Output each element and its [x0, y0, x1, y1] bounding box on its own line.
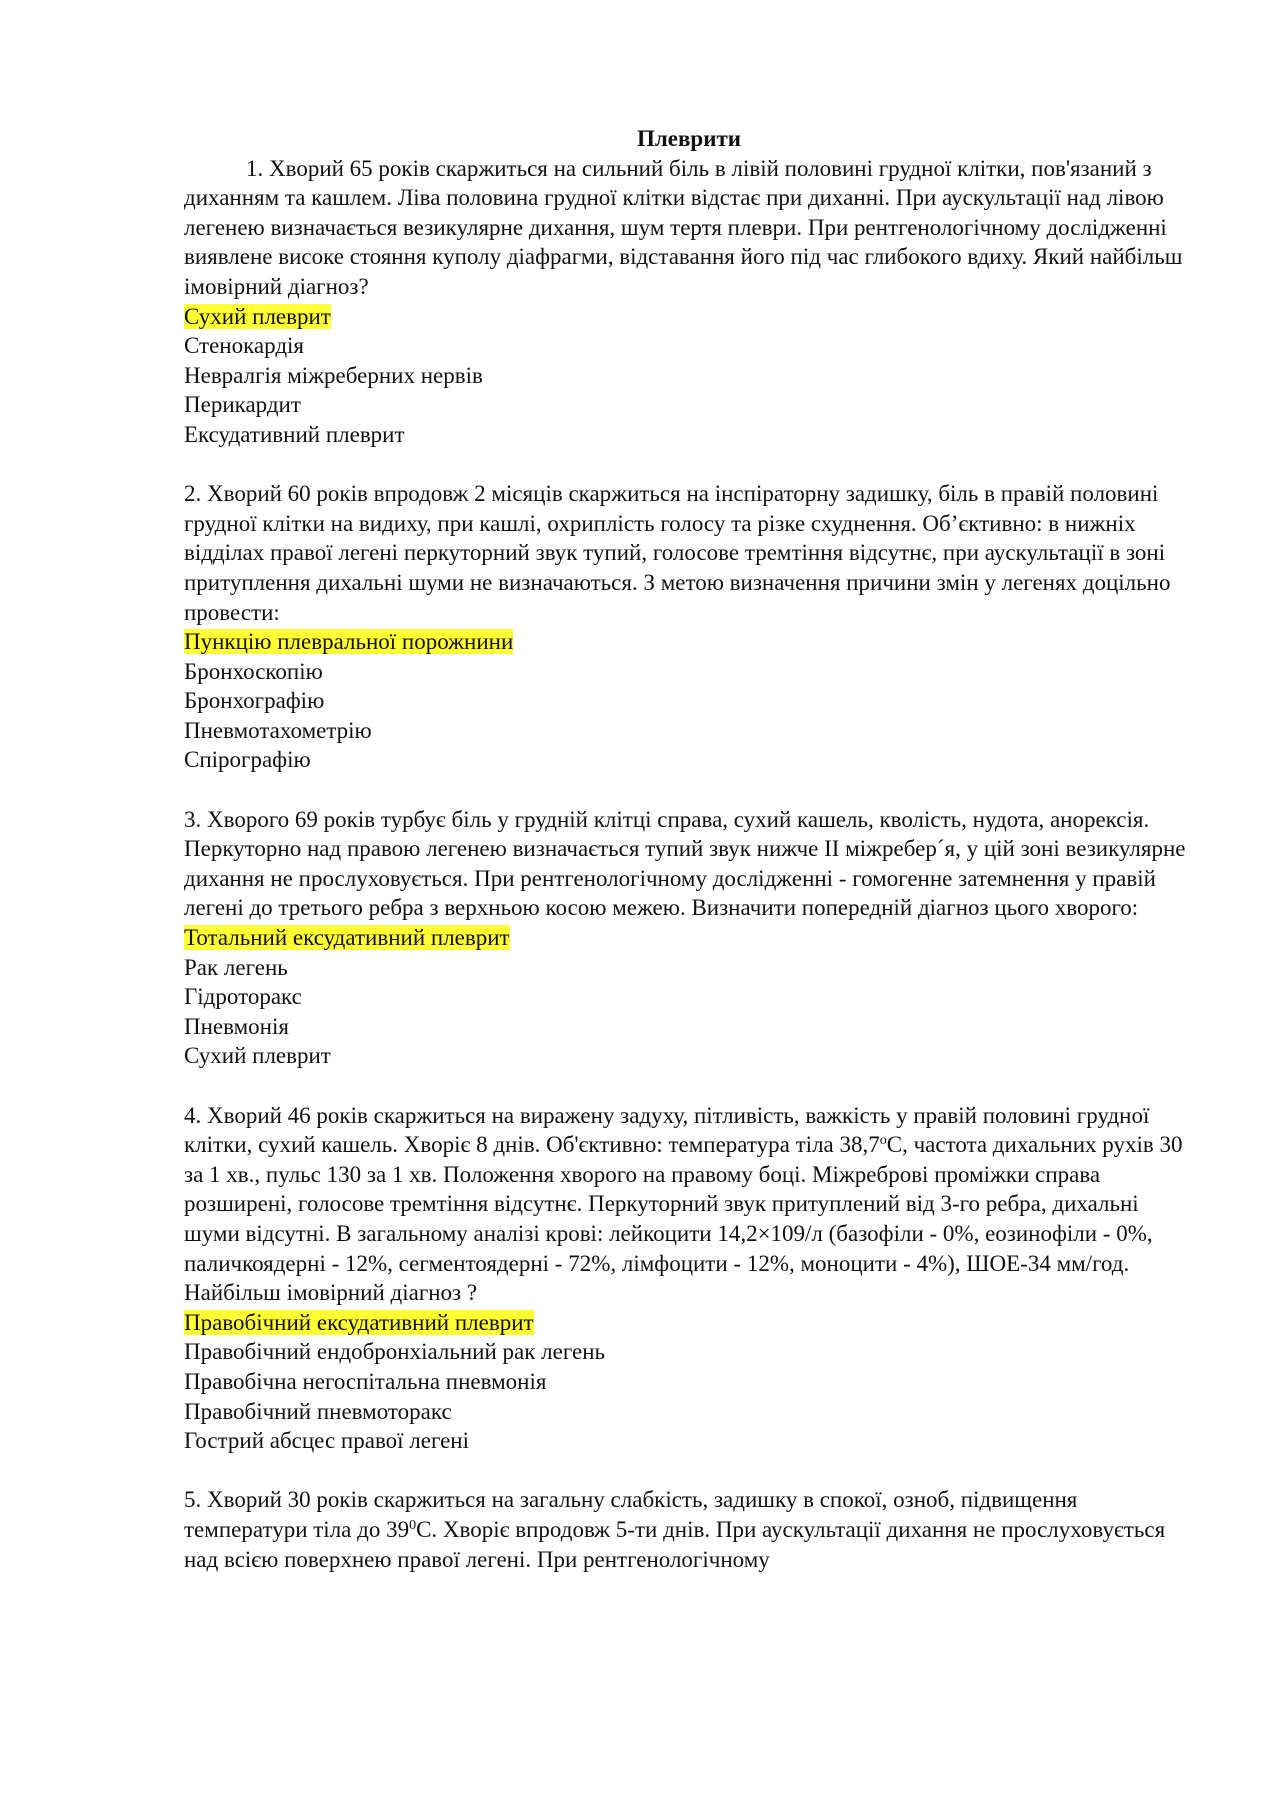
- blank-line: [184, 1071, 1194, 1101]
- question-3-option: Сухий плеврит: [184, 1043, 331, 1069]
- question-2-option: Пневмотахометрію: [184, 717, 372, 743]
- question-1-option: Стенокардія: [184, 333, 305, 359]
- question-4-text: [184, 1101, 1194, 1308]
- question-5-text-part: 5. Хворий 30 років скаржиться на загальну слабкість, задишку в спокої, озноб, підвищення температури тіла до 39: [184, 1487, 1078, 1542]
- blank-line: [184, 450, 1194, 480]
- question-4-option: Правобічна негоспітальна пневмонія: [184, 1368, 547, 1394]
- answer-highlight: Правобічний ексудативний плеврит: [184, 1309, 534, 1335]
- question-3-option-correct: [184, 923, 1194, 953]
- question-1-option: Невралгія міжреберних нервів: [184, 362, 483, 388]
- question-4-option-correct: [184, 1308, 1194, 1338]
- question-2-options: [184, 627, 1194, 775]
- question-3-option: Пневмонія: [184, 1013, 289, 1039]
- question-4-text-part: 4. Хворий 46 років скаржиться на виражену задуху, пітливість, важкість у правій половині грудної клітки, сухий кашель. Хворіє 8 днів. Об'єктивно: температура тіла 38,7: [184, 1102, 1150, 1158]
- document-body: [184, 124, 1194, 1574]
- question-4-option: Правобічний ендобронхіальний рак легень: [184, 1339, 605, 1365]
- blank-line: [184, 1456, 1194, 1486]
- question-1-option: Перикардит: [184, 392, 301, 418]
- question-3-options: [184, 923, 1194, 1071]
- document-title: Плеврити: [636, 126, 742, 151]
- question-4-option: Гострий абсцес правої легені: [184, 1428, 470, 1454]
- question-1-options: [184, 302, 1194, 450]
- answer-highlight: Тотальний ексудативний плеврит: [184, 925, 510, 951]
- answer-highlight: Сухий плеврит: [184, 303, 331, 329]
- question-4-option: Правобічний пневмоторакс: [184, 1398, 452, 1424]
- degree-superscript: 0: [409, 1517, 417, 1533]
- degree-superscript: o: [879, 1133, 887, 1149]
- question-2-option-correct: [184, 627, 1194, 657]
- question-2-option: Бронхографію: [184, 688, 325, 714]
- question-3-text: 3. Хворого 69 років турбує біль у грудній клітці справа, сухий кашель, кволість, нудота, анорексія. Перкуторно над правою легенею визначається тупий звук нижче ІІ міжребер´я, у цій зоні везикулярне дихання не прослуховується. При рентгенологічному дослідженні - гомогенне затемнення у правій легені до третього ребра з верхньою косою межею. Визначити попередній діагноз цього хворого:: [184, 806, 1186, 921]
- question-5-text: [184, 1485, 1194, 1574]
- question-3-option: Рак легень: [184, 954, 288, 980]
- question-1-text: 1. Хворий 65 років скаржиться на сильний біль в лівій половині грудної клітки, пов'язаний з диханням та кашлем. Ліва половина грудної клітки відстає при диханні. При аускультації над лівою легенею визначається везикулярне дихання, шум тертя плеври. При рентгенологічному дослідженні виявлене високе стояння куполу діафрагми, відставання його під час глибокого вдиху. Який найбільш імовірний діагноз?: [184, 155, 1183, 299]
- question-4-options: [184, 1308, 1194, 1456]
- question-3-option: Гідроторакс: [184, 984, 302, 1010]
- question-1-option-correct: [184, 302, 1194, 332]
- question-4-text-part: С, частота дихальних рухів 30 за 1 хв., пульс 130 за 1 хв. Положення хворого на правому боці. Міжреброві проміжки справа розширені, голосове тремтіння відсутнє. Перкуторний звук притуплений від 3-го ребра, дихальні шуми відсутні. В загальному аналізі крові: лейкоцити 14,2×109/л (базофіли - 0%, еозинофіли - 0%, паличкоядерні - 12%, сегментоядерні - 72%, лімфоцити - 12%, моноцити - 4%), ШОЕ-34 мм/год. Найбільш імовірний діагноз ?: [184, 1132, 1183, 1306]
- blank-line: [184, 775, 1194, 805]
- question-2-option: Бронхоскопію: [184, 658, 323, 684]
- question-1-option: Ексудативний плеврит: [184, 421, 405, 447]
- question-2-text: 2. Хворий 60 років впродовж 2 місяців скаржиться на інспіраторну задишку, біль в правій половині грудної клітки на видиху, при кашлі, охриплість голосу та різке схуднення. Об’єктивно: в нижніх відділах правої легені перкуторний звук тупий, голосове тремтіння відсутнє, при аускультації в зоні притуплення дихальні шуми не визначаються. З метою визначення причини змін у легенях доцільно провести:: [184, 481, 1171, 625]
- answer-highlight: Пункцію плевральної порожнини: [184, 629, 514, 655]
- question-2-option: Спірографію: [184, 747, 311, 773]
- question-5-text-part: С. Хворіє впродовж 5-ти днів. При аускультації дихання не прослуховується над всією поверхнею правої легені. При рентгенологічному: [184, 1516, 1166, 1572]
